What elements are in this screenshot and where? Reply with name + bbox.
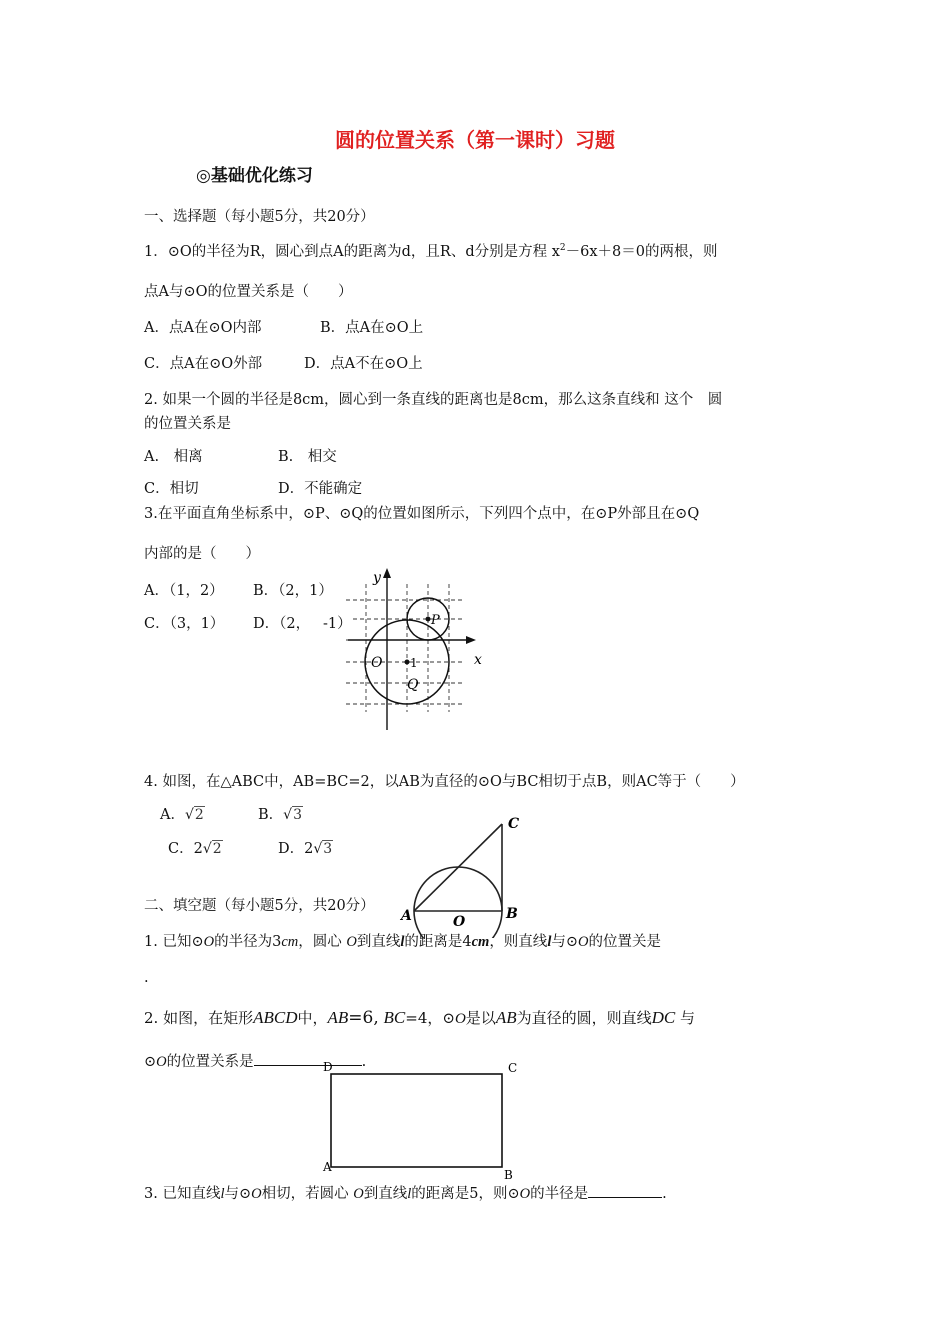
fill-q1-unit-2: cm bbox=[471, 934, 490, 950]
fill-q2-symbol-ab-2: AB bbox=[495, 1008, 517, 1027]
fill-q3-end: . bbox=[662, 1186, 667, 1202]
rect-label-c: C bbox=[508, 1061, 518, 1075]
q4-option-b bbox=[258, 803, 303, 824]
q1-superscript: 2 bbox=[559, 243, 566, 254]
fill-q2-text-7: 与 bbox=[680, 1009, 696, 1027]
fill-q1-text-6: ，则直线 bbox=[489, 934, 548, 950]
q4-triangle-figure bbox=[398, 808, 534, 938]
fill-q1-unit-1: cm bbox=[281, 934, 299, 950]
fill-q3-text-2: 与⊙ bbox=[224, 1186, 252, 1202]
fill-q1-text-3: ，圆心 bbox=[298, 934, 342, 950]
fill-q2-symbol-bc: BC bbox=[383, 1008, 406, 1027]
fill-q2-text-6: 为直径的圆，则直线 bbox=[516, 1009, 652, 1027]
q4-option-a-radicand: 2 bbox=[194, 807, 204, 823]
q1-option-b: B．点A在⊙O上 bbox=[320, 320, 424, 336]
cut-off-line-fragment bbox=[230, 183, 470, 190]
fill-q1-symbol-o-2: O bbox=[346, 934, 357, 950]
fill-q1-symbol-l-1: l bbox=[400, 934, 405, 950]
fill-q3-symbol-l-1: l bbox=[220, 1186, 225, 1202]
fill-q2-line-1 bbox=[144, 1007, 695, 1028]
q4-option-b-root: √3 bbox=[283, 807, 302, 823]
point-q-center bbox=[405, 660, 410, 665]
q3-x-arrow bbox=[466, 636, 476, 644]
fill-q3-symbol-o-1: O bbox=[251, 1186, 262, 1202]
rect-label-b: B bbox=[504, 1168, 513, 1182]
q4-label-o: O bbox=[453, 914, 466, 930]
q3-grid-lines bbox=[346, 584, 462, 712]
q4-option-a-root: √2 bbox=[184, 807, 204, 823]
q4-option-c-label: C．2 bbox=[168, 841, 203, 857]
q4-line-1: 4. 如图，在△ABC中，AB=BC=2，以AB为直径的⊙O与BC相切于点B，则AC等于（ ） bbox=[144, 774, 745, 790]
q3-option-d-tail: -1） bbox=[322, 612, 353, 633]
fill-q2-end: . bbox=[361, 1054, 367, 1070]
q2-line-2: 的位置关系是 bbox=[144, 416, 231, 432]
q4-option-d-radicand: 3 bbox=[323, 841, 333, 857]
q4-segment-ac bbox=[414, 824, 502, 911]
fill-q3-text-5: 的距离是5，则⊙ bbox=[411, 1186, 520, 1202]
rectangle-abcd-figure bbox=[318, 1058, 528, 1182]
q3-label-y: y bbox=[373, 570, 381, 586]
q4-option-d bbox=[278, 837, 333, 858]
q4-option-d-root: √3 bbox=[313, 841, 333, 857]
fill-q2-text-9: 的位置关系是 bbox=[166, 1054, 254, 1070]
q2-option-b: B. 相交 bbox=[278, 449, 337, 465]
q1-text-a: 1．⊙O的半径为R，圆心到点A的距离为d，且R、d分别是方程 x bbox=[144, 244, 560, 260]
q3-y-arrow bbox=[383, 568, 391, 578]
q3-coordinate-figure bbox=[318, 562, 498, 732]
fill-q2-text-5: 是以 bbox=[465, 1009, 496, 1027]
point-p bbox=[426, 617, 431, 622]
section-2-heading: 二、填空题（每小题5分，共20分） bbox=[144, 898, 375, 914]
fill-q2-text-3: =6, bbox=[348, 1008, 379, 1028]
q4-option-c bbox=[168, 837, 223, 858]
fill-q2-text-2: 中， bbox=[297, 1009, 328, 1027]
fill-q1-text-7: 与⊙ bbox=[551, 934, 578, 950]
q4-option-d-label: D．2 bbox=[278, 841, 314, 857]
fill-q1-line-1 bbox=[144, 930, 661, 951]
fill-q2-rect-name: ABCD bbox=[253, 1008, 298, 1027]
q1-option-c: C．点A在⊙O外部 bbox=[144, 356, 263, 372]
q3-label-x: x bbox=[474, 652, 482, 668]
q3-option-d: D．（2， bbox=[253, 616, 311, 632]
q3-option-c: C．（3，1） bbox=[144, 616, 225, 632]
fill-q3-text-6: 的半径是 bbox=[530, 1186, 589, 1202]
q3-label-o: O bbox=[371, 655, 383, 671]
q4-option-b-radicand: 3 bbox=[293, 807, 302, 823]
fill-q3-text-3: 相切，若圆心 bbox=[261, 1186, 349, 1202]
q1-text-b: －6x＋8＝0的两根，则 bbox=[565, 244, 718, 260]
fill-q3-answer-blank[interactable] bbox=[588, 1183, 662, 1198]
q3-label-q: Q bbox=[407, 677, 419, 693]
q4-option-c-root: √2 bbox=[202, 841, 222, 857]
q1-line-1 bbox=[144, 240, 718, 261]
q1-line-2: 点A与⊙O的位置关系是（ ） bbox=[144, 284, 353, 300]
q4-option-b-label: B． bbox=[258, 807, 284, 823]
fill-q3-text-1: 3. 已知直线 bbox=[144, 1186, 221, 1202]
q1-option-d: D．点A不在⊙O上 bbox=[304, 356, 423, 372]
q3-option-a: A．（1，2） bbox=[144, 583, 224, 599]
fill-q2-symbol-o-2: O bbox=[156, 1054, 167, 1070]
fill-q1-symbol-o-1: O bbox=[203, 934, 215, 950]
fill-q2-text-8: ⊙ bbox=[144, 1054, 157, 1070]
fill-q1-text-5: 的距离是4 bbox=[404, 934, 472, 950]
fill-q2-text-4: =4，⊙ bbox=[405, 1009, 455, 1027]
fill-q3-symbol-o-2: O bbox=[353, 1186, 364, 1202]
fill-q1-end: . bbox=[144, 970, 149, 986]
fill-q1-text-8: 的位置关是 bbox=[588, 934, 661, 950]
page-title: 圆的位置关系（第一课时）习题 bbox=[335, 128, 615, 152]
fill-q3-symbol-o-3: O bbox=[519, 1186, 531, 1202]
q2-line-1: 2. 如果一个圆的半径是8cm，圆心到一条直线的距离也是8cm，那么这条直线和 这个 圆 bbox=[144, 392, 723, 408]
fill-q3-text-4: 到直线 bbox=[363, 1186, 408, 1202]
fill-q2-text-1: 2. 如图，在矩形 bbox=[144, 1009, 254, 1027]
q4-label-b: B bbox=[506, 906, 518, 922]
q2-option-c: C．相切 bbox=[144, 481, 199, 497]
fill-q2-symbol-o-1: O bbox=[454, 1011, 466, 1027]
q3-label-one: 1 bbox=[410, 656, 418, 670]
q4-option-c-radicand: 2 bbox=[212, 841, 222, 857]
fill-q2-symbol-ab: AB bbox=[327, 1008, 349, 1027]
q4-option-a bbox=[160, 803, 205, 824]
q3-line-2: 内部的是（ ） bbox=[144, 546, 260, 562]
section-1-heading: 一、选择题（每小题5分，共20分） bbox=[144, 209, 375, 225]
fill-q1-text-1: 1. 已知⊙ bbox=[144, 934, 204, 950]
fill-q3-symbol-l-2: l bbox=[407, 1186, 412, 1202]
fill-q3-line bbox=[144, 1182, 667, 1203]
q4-option-a-label: A． bbox=[160, 807, 185, 823]
fill-q1-text-2: 的半径为3 bbox=[214, 934, 282, 950]
q3-label-p: P bbox=[431, 613, 440, 628]
q2-option-d: D．不能确定 bbox=[278, 481, 363, 497]
section-subtitle: ◎基础优化练习 bbox=[196, 166, 313, 186]
q4-label-a: A bbox=[401, 908, 412, 924]
fill-q1-symbol-l-2: l bbox=[547, 934, 552, 950]
q2-option-a: A. 相离 bbox=[144, 449, 203, 465]
q3-option-b: B．（2，1） bbox=[253, 583, 333, 599]
fill-q1-symbol-o-3: O bbox=[578, 934, 589, 950]
rect-label-a: A bbox=[323, 1160, 332, 1174]
rect-label-d: D bbox=[323, 1060, 333, 1074]
fill-q2-symbol-dc: DC bbox=[651, 1008, 676, 1027]
q1-option-a: A．点A在⊙O内部 bbox=[144, 320, 262, 336]
q4-label-c: C bbox=[508, 816, 520, 832]
rectangle-abcd bbox=[331, 1074, 502, 1167]
q3-line-1: 3.在平面直角坐标系中，⊙P、⊙Q的位置如图所示，下列四个点中，在⊙P外部且在⊙Q bbox=[144, 506, 700, 522]
fill-q1-text-4: 到直线 bbox=[356, 934, 401, 950]
